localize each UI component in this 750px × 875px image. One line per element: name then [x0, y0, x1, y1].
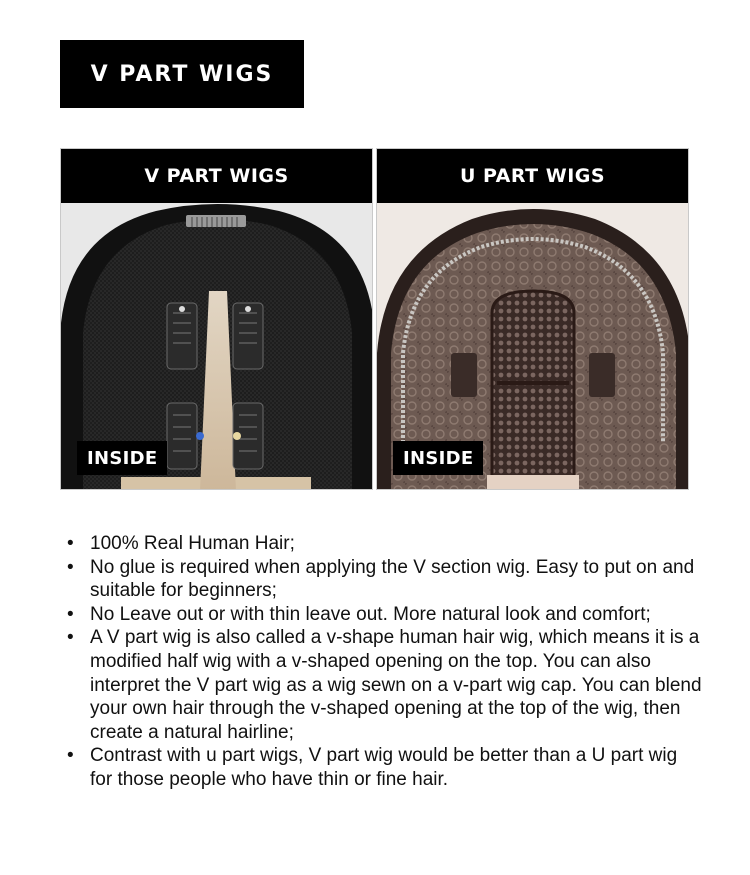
list-item-text: 100% Real Human Hair; [90, 533, 295, 554]
feature-list [62, 532, 702, 792]
list-item-text: No glue is required when applying the V section wig. Easy to put on and suitable for beginners; [90, 556, 695, 602]
bullet-icon: • [67, 745, 74, 767]
page-title: V PART WIGS [60, 40, 304, 108]
inside-badge: INSIDE [77, 441, 167, 475]
v-part-wig-panel [60, 148, 373, 490]
u-part-wig-header: U PART WIGS [377, 149, 688, 203]
list-item [62, 603, 702, 627]
bullet-icon: • [67, 533, 74, 554]
bullet-icon: • [67, 603, 74, 625]
u-part-wig-panel [376, 148, 689, 490]
bullet-icon: • [67, 627, 74, 649]
list-item [62, 626, 702, 744]
bullet-icon: • [67, 556, 74, 578]
list-item-text: A V part wig is also called a v-shape human hair wig, which means it is a modified half wig with a v-shaped opening on the top. You can also interpret the V part wig as a wig sewn on a v-part wig cap. You can blend your own hair through the v-shaped opening at the top of the wig, then create a natural hairline; [90, 627, 702, 743]
inside-badge: INSIDE [393, 441, 483, 475]
list-item [62, 744, 702, 791]
list-item [62, 556, 702, 603]
list-item-text: No Leave out or with thin leave out. More natural look and comfort; [90, 603, 651, 625]
v-part-wig-header: V PART WIGS [61, 149, 372, 203]
list-item [62, 532, 702, 556]
list-item-text: Contrast with u part wigs, V part wig would be better than a U part wig for those people who have thin or fine hair. [90, 745, 678, 790]
